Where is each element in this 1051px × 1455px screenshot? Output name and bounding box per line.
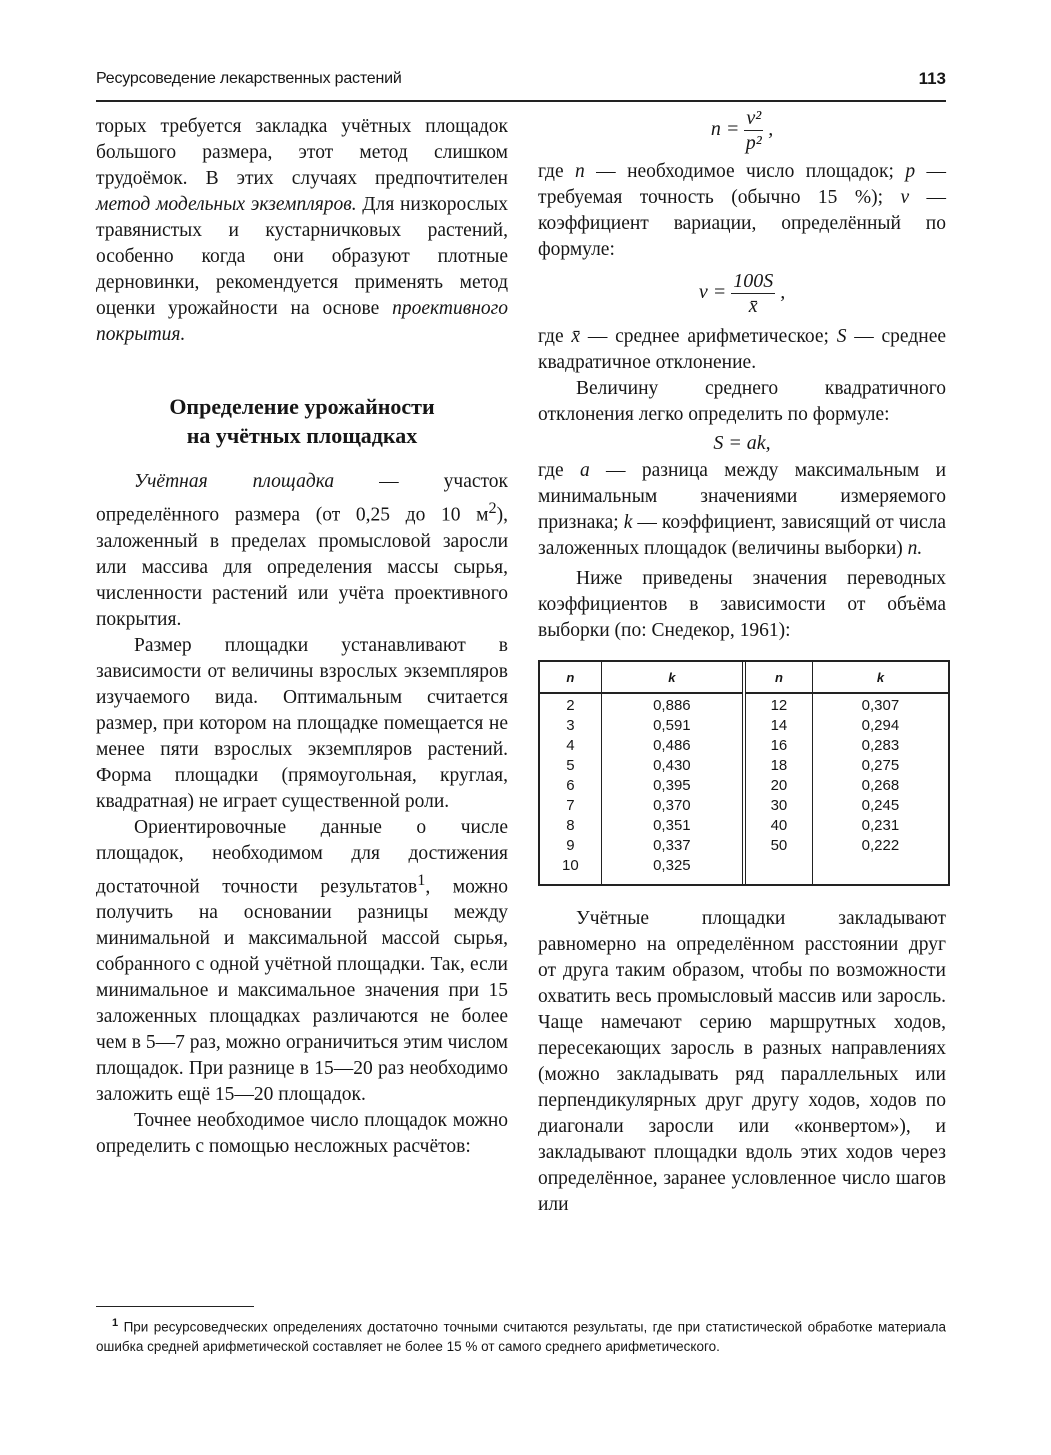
table-row: 3 0,591 14 0,294 [540, 716, 948, 736]
header-k-1: k [601, 662, 744, 693]
table-body [540, 693, 948, 884]
page-header [96, 66, 946, 102]
table-row: 8 0,351 40 0,231 [540, 816, 948, 836]
header-n-2: n [744, 662, 812, 693]
paragraph-continuation: торых требуется закладка учётных площадок большого размера, этот метод слишком трудоёмок. В этих случаях предпочтителен метод модельных экземпляров. Для низкорослых травянистых и кустарничковых растений, особенно когда они образуют плотные дерновинки, рекомендуется применять метод оценки урожайности на основе проективного покрытия. [96, 116, 509, 345]
formula-s: S = ak, [713, 432, 771, 454]
paragraph-plot-definition: Учётная площадка — участок определённого размера (от 0,25 до 10 $м^2$), заложенный в пределах промысловой заросли или массива для определения массы сырья, численности растений или учёта проективного покрытия. [96, 471, 508, 630]
formula-n-explanation: где n — необходимое число площадок; p — требуемая точность (обычно 15 %); v — коэффициент вариации, определённый по формуле: [538, 161, 947, 260]
table-row: 10 0,325 [540, 856, 948, 884]
page-number: 113 [918, 69, 946, 88]
table-row: 2 0,886 12 0,307 [540, 693, 948, 716]
right-column [538, 106, 946, 1218]
table-row: 6 0,395 20 0,268 [540, 776, 948, 796]
term-plot: Учётная площадка [134, 471, 335, 492]
footnote-marker: 1 [112, 1317, 119, 1329]
paragraph-std-deviation: Величину среднего квадратичного отклонения легко определить по формуле: [538, 378, 946, 425]
section-title: Определение урожайности на учётных площадках [169, 394, 435, 448]
formula-v-explanation: где x̄ — среднее арифметическое; S — среднее квадратичное отклонение. [538, 326, 946, 373]
table-header-row [540, 662, 948, 693]
paragraph-plot-placement: Учётные площадки закладывают равномерно на определённом расстоянии друг от друга таким образом, чтобы по возможности охватить весь промысловый массив или заросль. Чаще намечают серию маршрутных ходов, пересекающих заросль в разных направлениях (можно закладывать ряд параллельных или перпендикулярных друг другу ходов, ходов по диагонали заросли или «конвертом»), и закладывают площадки вдоль этих ходов через определённое, заранее условленное число шагов или [538, 908, 946, 1215]
footnote-text: При ресурсоведческих определениях достаточно точными считаются результаты, где при статистической обработке материала ошибка средней арифметической составляет не более 15 % от самого среднего арифметического. [96, 1319, 946, 1354]
paragraph-plot-size: Размер площадки устанавливают в зависимости от величины взрослых экземпляров изучаемого вида. Оптимальным считается размер, при котором на площадке помещается не менее пяти взрослых экземпляров растений. Форма площадки (прямоугольная, круглая, квадратная) не играет существенной роли. [96, 634, 508, 812]
paragraph-plot-count: Ориентировочные данные о числе площадок, необходимом для достижения достаточной точности результатов$^1$, можно получить на основании разницы между минимальной и максимальной массой сырья, собранного с одной учётной площадки. Так, если минимальное и максимальное значения при 15 заложенных площадках различаются не более чем в 5—7 раз, можно ограничиться этим числом площадок. При разнице в 15—20 раз необходимо заложить ещё 15—20 площадок. [96, 816, 508, 1105]
formula-s-explanation: где a — разница между максимальным и минимальным значениями измеряемого признака; k — коэффициент, зависящий от числа заложенных площадок (величины выборки) n. [538, 460, 947, 559]
running-title: Ресурсоведение лекарственных растений [96, 70, 402, 87]
formula-n: n = $\frac{\text{v²}}{\text{p²}}$ , [710, 107, 774, 154]
footnote [96, 1314, 946, 1356]
formula-v: v = $\frac{100S}{x̄}$ , [698, 270, 786, 317]
paragraph-calculation: Точнее необходимое число площадок можно определить с помощью несложных расчётов: [96, 1110, 508, 1157]
table-row: 9 0,337 50 0,222 [540, 836, 948, 856]
header-k-2: k [812, 662, 948, 693]
emphasis-projective-cover: проективного покрытия. [96, 298, 508, 345]
emphasis-model-method: метод модельных экземпляров. [96, 194, 357, 215]
table-row: 7 0,370 30 0,245 [540, 796, 948, 816]
footnote-divider [96, 1306, 254, 1307]
coefficient-table [538, 660, 950, 886]
table-row: 4 0,486 16 0,283 [540, 736, 948, 756]
table-row: 5 0,430 18 0,275 [540, 756, 948, 776]
footnote-ref: 1 [417, 870, 426, 889]
left-column [96, 114, 508, 1160]
header-n-1: n [540, 662, 601, 693]
paragraph-table-intro: Ниже приведены значения переводных коэффициентов в зависимости от объёма выборки (по: Снедекор, 1961): [538, 568, 946, 641]
